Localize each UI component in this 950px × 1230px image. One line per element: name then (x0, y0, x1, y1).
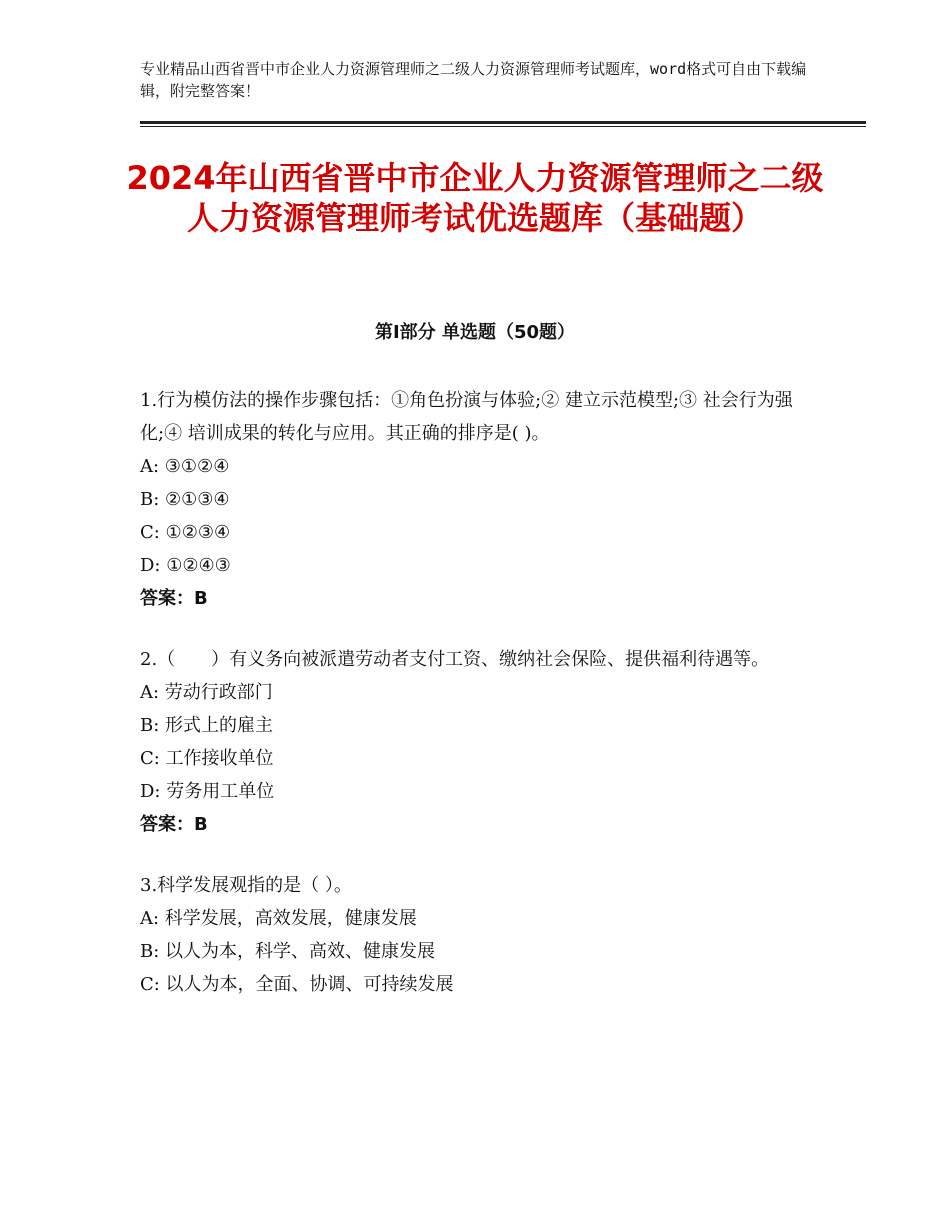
option-b: B: ②①③④ (140, 489, 230, 510)
question-stem: 2.（ ）有义务向被派遣劳动者支付工资、缴纳社会保险、提供福利待遇等。 (140, 649, 770, 670)
question-1 (140, 384, 820, 616)
option-c: C: 工作接收单位 (140, 748, 274, 769)
option-c: C: ①②③④ (140, 522, 231, 543)
option-a: A: 劳动行政部门 (140, 682, 273, 703)
question-3 (140, 869, 820, 1001)
header-rule-thin (140, 126, 866, 127)
option-b: B: 以人为本，科学、高效、健康发展 (140, 941, 436, 962)
question-list (140, 384, 820, 1028)
section-title: 第Ⅰ部分 单选题（50题） (374, 322, 575, 343)
question-stem: 1.行为模仿法的操作步骤包括：①角色扮演与体验;② 建立示范模型;③ 社会行为强化;④ 培训成果的转化与应用。其正确的排序是( )。 (140, 390, 793, 444)
option-b: B: 形式上的雇主 (140, 715, 274, 736)
question-stem: 3.科学发展观指的是（ ）。 (140, 875, 352, 896)
document-title: 2024年山西省晋中市企业人力资源管理师之二级人力资源管理师考试优选题库（基础题） (126, 159, 824, 237)
answer: 答案：B (140, 588, 208, 609)
answer: 答案：B (140, 814, 208, 835)
option-a: A: 科学发展，高效发展，健康发展 (140, 908, 417, 929)
option-d: D: ①②④③ (140, 555, 231, 576)
option-d: D: 劳务用工单位 (140, 781, 275, 802)
option-c: C: 以人为本，全面、协调、可持续发展 (140, 974, 454, 995)
header-rule-thick (140, 121, 866, 124)
option-a: A: ③①②④ (140, 456, 230, 477)
question-2 (140, 643, 820, 842)
header-note: 专业精品山西省晋中市企业人力资源管理师之二级人力资源管理师考试题库，word格式可自由下载编辑，附完整答案！ (140, 60, 807, 100)
